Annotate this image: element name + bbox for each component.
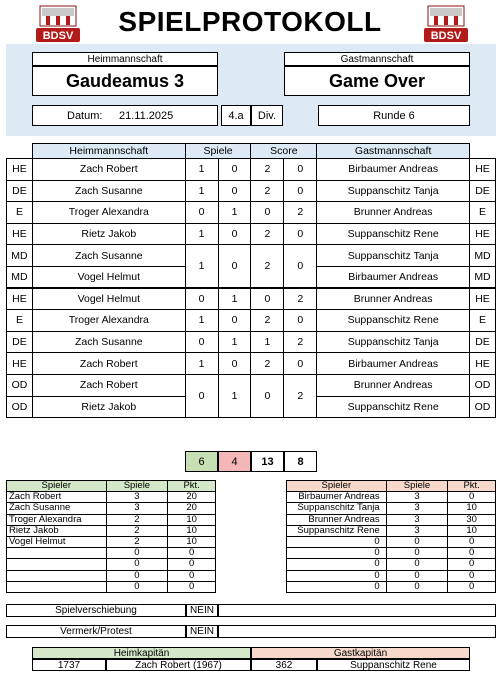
- date-value: 21.11.2025: [119, 110, 174, 122]
- stats-points: 10: [168, 536, 216, 547]
- game-type-guest: MD: [469, 266, 495, 288]
- game-type-home: E: [7, 310, 33, 332]
- games-header-spiele: Spiele: [185, 144, 251, 159]
- stats-games: 2: [106, 536, 168, 547]
- game-type-guest: HE: [469, 288, 495, 310]
- stats-player: [7, 548, 107, 559]
- stats-games: 2: [106, 525, 168, 536]
- home-player: Rietz Jakob: [32, 396, 185, 418]
- stats-row: [287, 548, 496, 559]
- stats-points: 0: [168, 559, 216, 570]
- game-type-guest: E: [469, 202, 495, 224]
- home-player: Troger Alexandra: [32, 202, 185, 224]
- guest-player: Suppanschitz Tanja: [317, 331, 470, 353]
- game-sc2: 0: [284, 353, 317, 375]
- home-stats-table: [6, 480, 216, 593]
- game-sc1: 2: [251, 310, 284, 332]
- game-s2: 0: [218, 353, 251, 375]
- game-sc2: 2: [284, 374, 317, 417]
- games-header-home: Heimmannschaft: [32, 144, 185, 159]
- game-type-home: MD: [7, 266, 33, 288]
- game-type-home: DE: [7, 331, 33, 353]
- game-sc2: 0: [284, 223, 317, 245]
- stats-points: 30: [448, 514, 496, 525]
- game-type-home: HE: [7, 159, 33, 181]
- home-player: Zach Robert: [32, 374, 185, 396]
- stats-player: 0: [287, 536, 387, 547]
- stats-player: Brunner Andreas: [287, 514, 387, 525]
- stats-row: [7, 570, 216, 581]
- game-s2: 0: [218, 245, 251, 288]
- stats-player: Vogel Helmut: [7, 536, 107, 547]
- protest-notes: [218, 625, 496, 638]
- stats-row: [287, 503, 496, 514]
- stats-player: [7, 559, 107, 570]
- game-sc1: 2: [251, 223, 284, 245]
- game-type-home: HE: [7, 288, 33, 310]
- stats-player: Suppanschitz Rene: [287, 525, 387, 536]
- svg-text:BDSV: BDSV: [42, 30, 74, 42]
- guest-player: Birbaumer Andreas: [317, 266, 470, 288]
- game-type-home: DE: [7, 180, 33, 202]
- division-label: Div.: [251, 105, 283, 126]
- guest-player: Birbaumer Andreas: [317, 159, 470, 181]
- stats-player: 0: [287, 570, 387, 581]
- guest-team-label: Gastmannschaft: [284, 52, 470, 66]
- stats-player: Birbaumer Andreas: [287, 492, 387, 503]
- stats-points: 0: [448, 570, 496, 581]
- stats-row: [7, 525, 216, 536]
- game-s2: 1: [218, 202, 251, 224]
- home-player: Zach Susanne: [32, 245, 185, 267]
- guest-captain-id: 362: [251, 659, 317, 671]
- guest-player: Birbaumer Andreas: [317, 353, 470, 375]
- stats-player: 0: [287, 559, 387, 570]
- game-s2: 1: [218, 374, 251, 417]
- guest-player: Brunner Andreas: [317, 202, 470, 224]
- games-header-score: Score: [251, 144, 317, 159]
- guest-player: Brunner Andreas: [317, 288, 470, 310]
- game-type-guest: E: [469, 310, 495, 332]
- home-player: Zach Robert: [32, 353, 185, 375]
- game-sc1: 1: [251, 331, 284, 353]
- game-s1: 0: [185, 288, 218, 310]
- stats-row: [7, 548, 216, 559]
- home-stats-header-points: Pkt.: [168, 481, 216, 492]
- stats-player: Troger Alexandra: [7, 514, 107, 525]
- home-stats-header-games: Spiele: [106, 481, 168, 492]
- stats-player: [7, 570, 107, 581]
- game-sc1: 2: [251, 159, 284, 181]
- game-row: [7, 202, 496, 224]
- home-player: Zach Robert: [32, 159, 185, 181]
- guest-player: Suppanschitz Tanja: [317, 180, 470, 202]
- home-player: Vogel Helmut: [32, 266, 185, 288]
- stats-games: 3: [386, 525, 448, 536]
- total-spiele-home: 6: [185, 451, 218, 472]
- stats-points: 10: [168, 525, 216, 536]
- svg-text:BDSV: BDSV: [430, 30, 462, 42]
- game-s2: 1: [218, 331, 251, 353]
- game-sc1: 0: [251, 374, 284, 417]
- stats-row: [287, 570, 496, 581]
- stats-points: 0: [448, 548, 496, 559]
- guest-stats-table: [286, 480, 496, 593]
- game-s2: 1: [218, 288, 251, 310]
- game-type-guest: OD: [469, 374, 495, 396]
- guest-captain-name: Suppanschitz Rene: [317, 659, 470, 671]
- home-player: Zach Susanne: [32, 331, 185, 353]
- game-type-guest: OD: [469, 396, 495, 418]
- stats-row: [287, 525, 496, 536]
- stats-player: 0: [287, 581, 387, 592]
- date-label: Datum:: [67, 110, 103, 122]
- game-s1: 0: [185, 202, 218, 224]
- total-score-guest: 8: [284, 451, 317, 472]
- stats-points: 10: [448, 503, 496, 514]
- total-score-home: 13: [251, 451, 284, 472]
- total-spiele-guest: 4: [218, 451, 251, 472]
- home-captain-name: Zach Robert (1967): [106, 659, 251, 671]
- stats-points: 10: [168, 514, 216, 525]
- game-sc2: 2: [284, 331, 317, 353]
- verschiebung-label: Spielverschiebung: [6, 604, 186, 617]
- home-player: Rietz Jakob: [32, 223, 185, 245]
- game-row: [7, 223, 496, 245]
- game-row: [7, 353, 496, 375]
- stats-player: [7, 581, 107, 592]
- stats-games: 0: [386, 570, 448, 581]
- game-row: [7, 159, 496, 181]
- stats-points: 0: [448, 536, 496, 547]
- stats-row: [7, 581, 216, 592]
- stats-points: 10: [448, 525, 496, 536]
- game-type-guest: DE: [469, 180, 495, 202]
- stats-row: [287, 514, 496, 525]
- game-sc2: 2: [284, 288, 317, 310]
- stats-points: 0: [448, 581, 496, 592]
- game-s1: 0: [185, 331, 218, 353]
- game-type-home: OD: [7, 396, 33, 418]
- verschiebung-notes: [218, 604, 496, 617]
- game-s2: 0: [218, 180, 251, 202]
- home-captain-id: 1737: [32, 659, 106, 671]
- stats-games: 3: [106, 503, 168, 514]
- game-sc1: 2: [251, 353, 284, 375]
- game-s1: 1: [185, 310, 218, 332]
- game-sc2: 0: [284, 159, 317, 181]
- game-sc1: 2: [251, 180, 284, 202]
- stats-games: 0: [386, 536, 448, 547]
- game-type-home: HE: [7, 353, 33, 375]
- game-s2: 0: [218, 159, 251, 181]
- game-s1: 1: [185, 353, 218, 375]
- stats-row: [7, 492, 216, 503]
- stats-points: 20: [168, 503, 216, 514]
- page-title: SPIELPROTOKOLL: [118, 6, 382, 37]
- stats-row: [287, 536, 496, 547]
- game-row: [7, 374, 496, 396]
- game-s1: 1: [185, 180, 218, 202]
- stats-games: 0: [106, 559, 168, 570]
- stats-games: 0: [106, 581, 168, 592]
- game-sc2: 0: [284, 245, 317, 288]
- division-value: 4.a: [221, 105, 251, 126]
- home-player: Troger Alexandra: [32, 310, 185, 332]
- guest-captain-label: Gastkapitän: [251, 647, 470, 659]
- stats-games: 0: [106, 548, 168, 559]
- game-s2: 0: [218, 223, 251, 245]
- guest-stats-header-player: Spieler: [287, 481, 387, 492]
- guest-player: Suppanschitz Rene: [317, 310, 470, 332]
- stats-row: [287, 581, 496, 592]
- stats-points: 0: [168, 570, 216, 581]
- game-type-guest: MD: [469, 245, 495, 267]
- game-s2: 0: [218, 310, 251, 332]
- home-player: Vogel Helmut: [32, 288, 185, 310]
- guest-player: Brunner Andreas: [317, 374, 470, 396]
- games-header-guest: Gastmannschaft: [317, 144, 470, 159]
- game-type-home: E: [7, 202, 33, 224]
- stats-row: [7, 503, 216, 514]
- guest-player: Suppanschitz Rene: [317, 223, 470, 245]
- game-row: [7, 245, 496, 267]
- stats-row: [7, 559, 216, 570]
- stats-player: Suppanschitz Tanja: [287, 503, 387, 514]
- game-s1: 1: [185, 245, 218, 288]
- home-stats-header-player: Spieler: [7, 481, 107, 492]
- bdsv-logo-right: [424, 4, 468, 44]
- stats-games: 3: [386, 514, 448, 525]
- stats-row: [7, 514, 216, 525]
- game-sc1: 2: [251, 245, 284, 288]
- stats-player: Rietz Jakob: [7, 525, 107, 536]
- stats-games: 0: [386, 581, 448, 592]
- home-captain-label: Heimkapitän: [32, 647, 251, 659]
- game-type-home: OD: [7, 374, 33, 396]
- home-player: Zach Susanne: [32, 180, 185, 202]
- stats-games: 3: [106, 492, 168, 503]
- stats-games: 2: [106, 514, 168, 525]
- game-type-home: MD: [7, 245, 33, 267]
- guest-player: Suppanschitz Tanja: [317, 245, 470, 267]
- game-row: [7, 331, 496, 353]
- verschiebung-value: NEIN: [186, 604, 218, 617]
- game-sc2: 0: [284, 180, 317, 202]
- stats-player: Zach Robert: [7, 492, 107, 503]
- game-sc2: 2: [284, 202, 317, 224]
- guest-stats-header-points: Pkt.: [448, 481, 496, 492]
- stats-points: 0: [448, 492, 496, 503]
- game-type-guest: DE: [469, 331, 495, 353]
- bdsv-logo-left: [36, 4, 80, 44]
- game-type-home: HE: [7, 223, 33, 245]
- game-sc1: 0: [251, 202, 284, 224]
- guest-team-name: Game Over: [284, 66, 470, 96]
- stats-games: 0: [386, 548, 448, 559]
- stats-player: 0: [287, 548, 387, 559]
- home-team-name: Gaudeamus 3: [32, 66, 218, 96]
- game-sc1: 0: [251, 288, 284, 310]
- games-table: [6, 143, 496, 418]
- game-s1: 1: [185, 159, 218, 181]
- stats-games: 3: [386, 503, 448, 514]
- protest-label: Vermerk/Protest: [6, 625, 186, 638]
- stats-points: 0: [448, 559, 496, 570]
- stats-points: 0: [168, 548, 216, 559]
- guest-stats-header-games: Spiele: [386, 481, 448, 492]
- stats-games: 0: [106, 570, 168, 581]
- game-s1: 0: [185, 374, 218, 417]
- game-row: [7, 310, 496, 332]
- stats-player: Zach Susanne: [7, 503, 107, 514]
- game-type-guest: HE: [469, 223, 495, 245]
- stats-row: [287, 492, 496, 503]
- game-row: [7, 288, 496, 310]
- round-field: Runde 6: [318, 105, 470, 126]
- stats-row: [7, 536, 216, 547]
- game-type-guest: HE: [469, 159, 495, 181]
- game-s1: 1: [185, 223, 218, 245]
- stats-row: [287, 559, 496, 570]
- game-row: [7, 180, 496, 202]
- game-type-guest: HE: [469, 353, 495, 375]
- game-sc2: 0: [284, 310, 317, 332]
- protest-value: NEIN: [186, 625, 218, 638]
- stats-points: 20: [168, 492, 216, 503]
- stats-games: 0: [386, 559, 448, 570]
- date-field: [32, 105, 218, 126]
- stats-games: 3: [386, 492, 448, 503]
- stats-points: 0: [168, 581, 216, 592]
- home-team-label: Heimmannschaft: [32, 52, 218, 66]
- guest-player: Suppanschitz Rene: [317, 396, 470, 418]
